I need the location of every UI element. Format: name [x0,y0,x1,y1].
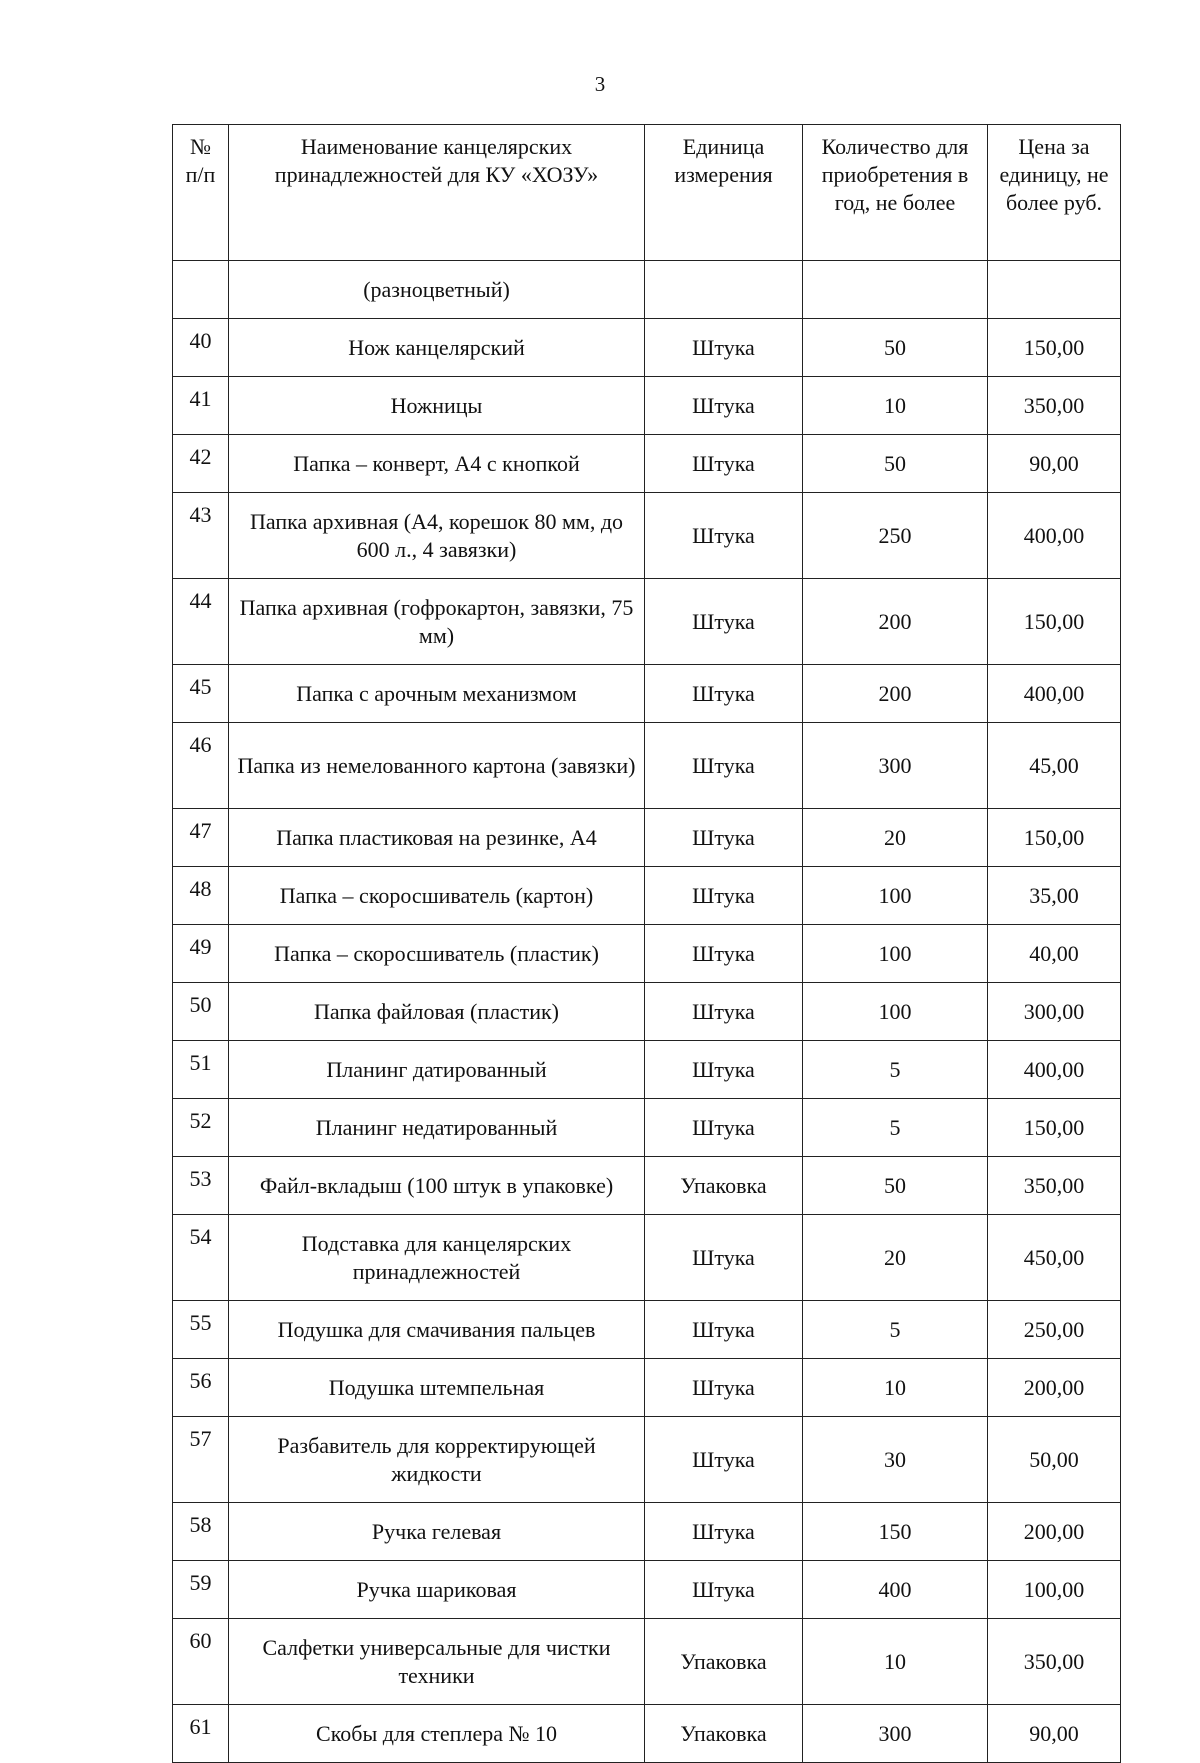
table-row [173,1215,1121,1301]
cell-unit: Упаковка [645,1157,803,1215]
cell-unit: Штука [645,867,803,925]
cell-unit: Штука [645,1561,803,1619]
cell-price: 350,00 [988,1619,1121,1705]
continuation-price-cell [988,261,1121,319]
cell-num: 54 [173,1215,229,1301]
cell-price: 50,00 [988,1417,1121,1503]
cell-num: 61 [173,1705,229,1763]
cell-price: 150,00 [988,579,1121,665]
cell-price: 100,00 [988,1561,1121,1619]
cell-qty: 50 [803,1157,988,1215]
cell-num: 46 [173,723,229,809]
cell-num: 41 [173,377,229,435]
cell-name: Папка архивная (гофрокартон, завязки, 75 мм) [229,579,645,665]
cell-num: 42 [173,435,229,493]
continuation-unit-cell [645,261,803,319]
cell-num: 57 [173,1417,229,1503]
cell-price: 90,00 [988,1705,1121,1763]
cell-unit: Штука [645,1099,803,1157]
cell-qty: 50 [803,319,988,377]
table-row [173,435,1121,493]
table-row [173,377,1121,435]
cell-name: Папка – конверт, А4 с кнопкой [229,435,645,493]
table-row [173,1157,1121,1215]
cell-name: Подставка для канцелярских принадлежностей [229,1215,645,1301]
cell-name: Планинг недатированный [229,1099,645,1157]
cell-name: Салфетки универсальные для чистки техники [229,1619,645,1705]
cell-unit: Штука [645,983,803,1041]
cell-qty: 300 [803,723,988,809]
cell-unit: Упаковка [645,1619,803,1705]
cell-name: Ручка гелевая [229,1503,645,1561]
cell-name: Ножницы [229,377,645,435]
cell-name: Скобы для степлера № 10 [229,1705,645,1763]
table-row [173,1301,1121,1359]
cell-unit: Штука [645,579,803,665]
cell-name: Подушка для смачивания пальцев [229,1301,645,1359]
cell-price: 400,00 [988,665,1121,723]
cell-qty: 10 [803,1619,988,1705]
cell-num: 58 [173,1503,229,1561]
cell-price: 40,00 [988,925,1121,983]
cell-name: Папка архивная (А4, корешок 80 мм, до 600 л., 4 завязки) [229,493,645,579]
cell-num: 56 [173,1359,229,1417]
table-row [173,1705,1121,1763]
cell-price: 350,00 [988,377,1121,435]
cell-qty: 5 [803,1099,988,1157]
cell-qty: 300 [803,1705,988,1763]
cell-price: 200,00 [988,1503,1121,1561]
cell-qty: 10 [803,377,988,435]
cell-unit: Штука [645,1215,803,1301]
cell-name: Папка с арочным механизмом [229,665,645,723]
cell-price: 200,00 [988,1359,1121,1417]
cell-qty: 20 [803,809,988,867]
cell-unit: Штука [645,723,803,809]
cell-qty: 150 [803,1503,988,1561]
cell-unit: Штука [645,493,803,579]
header-qty: Количество для приобретения в год, не более [803,125,988,261]
cell-price: 150,00 [988,319,1121,377]
cell-num: 55 [173,1301,229,1359]
table-row [173,1417,1121,1503]
table-row [173,1359,1121,1417]
cell-name: Разбавитель для корректирующей жидкости [229,1417,645,1503]
cell-qty: 200 [803,665,988,723]
cell-unit: Штука [645,665,803,723]
continuation-num-cell [173,261,229,319]
page-number: 3 [594,72,606,96]
cell-name: Файл-вкладыш (100 штук в упаковке) [229,1157,645,1215]
table-row [173,579,1121,665]
cell-qty: 30 [803,1417,988,1503]
table-row [173,809,1121,867]
cell-unit: Штука [645,319,803,377]
cell-num: 52 [173,1099,229,1157]
cell-unit: Упаковка [645,1705,803,1763]
table-row [173,665,1121,723]
cell-unit: Штука [645,809,803,867]
cell-num: 45 [173,665,229,723]
cell-unit: Штука [645,925,803,983]
cell-qty: 5 [803,1041,988,1099]
cell-qty: 10 [803,1359,988,1417]
cell-qty: 400 [803,1561,988,1619]
cell-unit: Штука [645,435,803,493]
cell-num: 48 [173,867,229,925]
cell-name: Ручка шариковая [229,1561,645,1619]
table-row [173,1619,1121,1705]
table-row [173,723,1121,809]
cell-price: 400,00 [988,493,1121,579]
cell-num: 59 [173,1561,229,1619]
cell-qty: 20 [803,1215,988,1301]
cell-unit: Штука [645,377,803,435]
table-row [173,867,1121,925]
table-row [173,983,1121,1041]
cell-num: 53 [173,1157,229,1215]
cell-unit: Штука [645,1417,803,1503]
header-name: Наименование канцелярских принадлежностей для КУ «ХОЗУ» [229,125,645,261]
table-header-row [173,125,1121,261]
cell-name: Планинг датированный [229,1041,645,1099]
header-unit: Единица измерения [645,125,803,261]
cell-price: 150,00 [988,1099,1121,1157]
cell-price: 400,00 [988,1041,1121,1099]
cell-qty: 100 [803,867,988,925]
stationery-table [172,124,1121,1763]
cell-price: 250,00 [988,1301,1121,1359]
cell-num: 50 [173,983,229,1041]
cell-unit: Штука [645,1359,803,1417]
cell-name: Папка пластиковая на резинке, А4 [229,809,645,867]
cell-qty: 200 [803,579,988,665]
cell-name: Папка – скоросшиватель (пластик) [229,925,645,983]
cell-price: 350,00 [988,1157,1121,1215]
cell-unit: Штука [645,1301,803,1359]
cell-name: Папка – скоросшиватель (картон) [229,867,645,925]
cell-price: 45,00 [988,723,1121,809]
cell-qty: 100 [803,983,988,1041]
header-price: Цена за единицу, не более руб. [988,125,1121,261]
cell-unit: Штука [645,1041,803,1099]
table-row [173,925,1121,983]
continuation-row [173,261,1121,319]
cell-num: 60 [173,1619,229,1705]
cell-name: Нож канцелярский [229,319,645,377]
table-row [173,1503,1121,1561]
cell-num: 47 [173,809,229,867]
continuation-name-cell: (разноцветный) [229,261,645,319]
table-row [173,493,1121,579]
cell-num: 44 [173,579,229,665]
cell-qty: 5 [803,1301,988,1359]
table-row [173,1561,1121,1619]
cell-qty: 100 [803,925,988,983]
cell-price: 300,00 [988,983,1121,1041]
cell-num: 49 [173,925,229,983]
cell-num: 51 [173,1041,229,1099]
cell-unit: Штука [645,1503,803,1561]
cell-price: 35,00 [988,867,1121,925]
cell-name: Подушка штемпельная [229,1359,645,1417]
header-num: № п/п [173,125,229,261]
cell-name: Папка из немелованного картона (завязки) [229,723,645,809]
cell-qty: 50 [803,435,988,493]
cell-name: Папка файловая (пластик) [229,983,645,1041]
cell-price: 90,00 [988,435,1121,493]
cell-qty: 250 [803,493,988,579]
table-row [173,1041,1121,1099]
cell-price: 450,00 [988,1215,1121,1301]
table-row [173,319,1121,377]
table-row [173,1099,1121,1157]
continuation-qty-cell [803,261,988,319]
cell-price: 150,00 [988,809,1121,867]
cell-num: 40 [173,319,229,377]
cell-num: 43 [173,493,229,579]
